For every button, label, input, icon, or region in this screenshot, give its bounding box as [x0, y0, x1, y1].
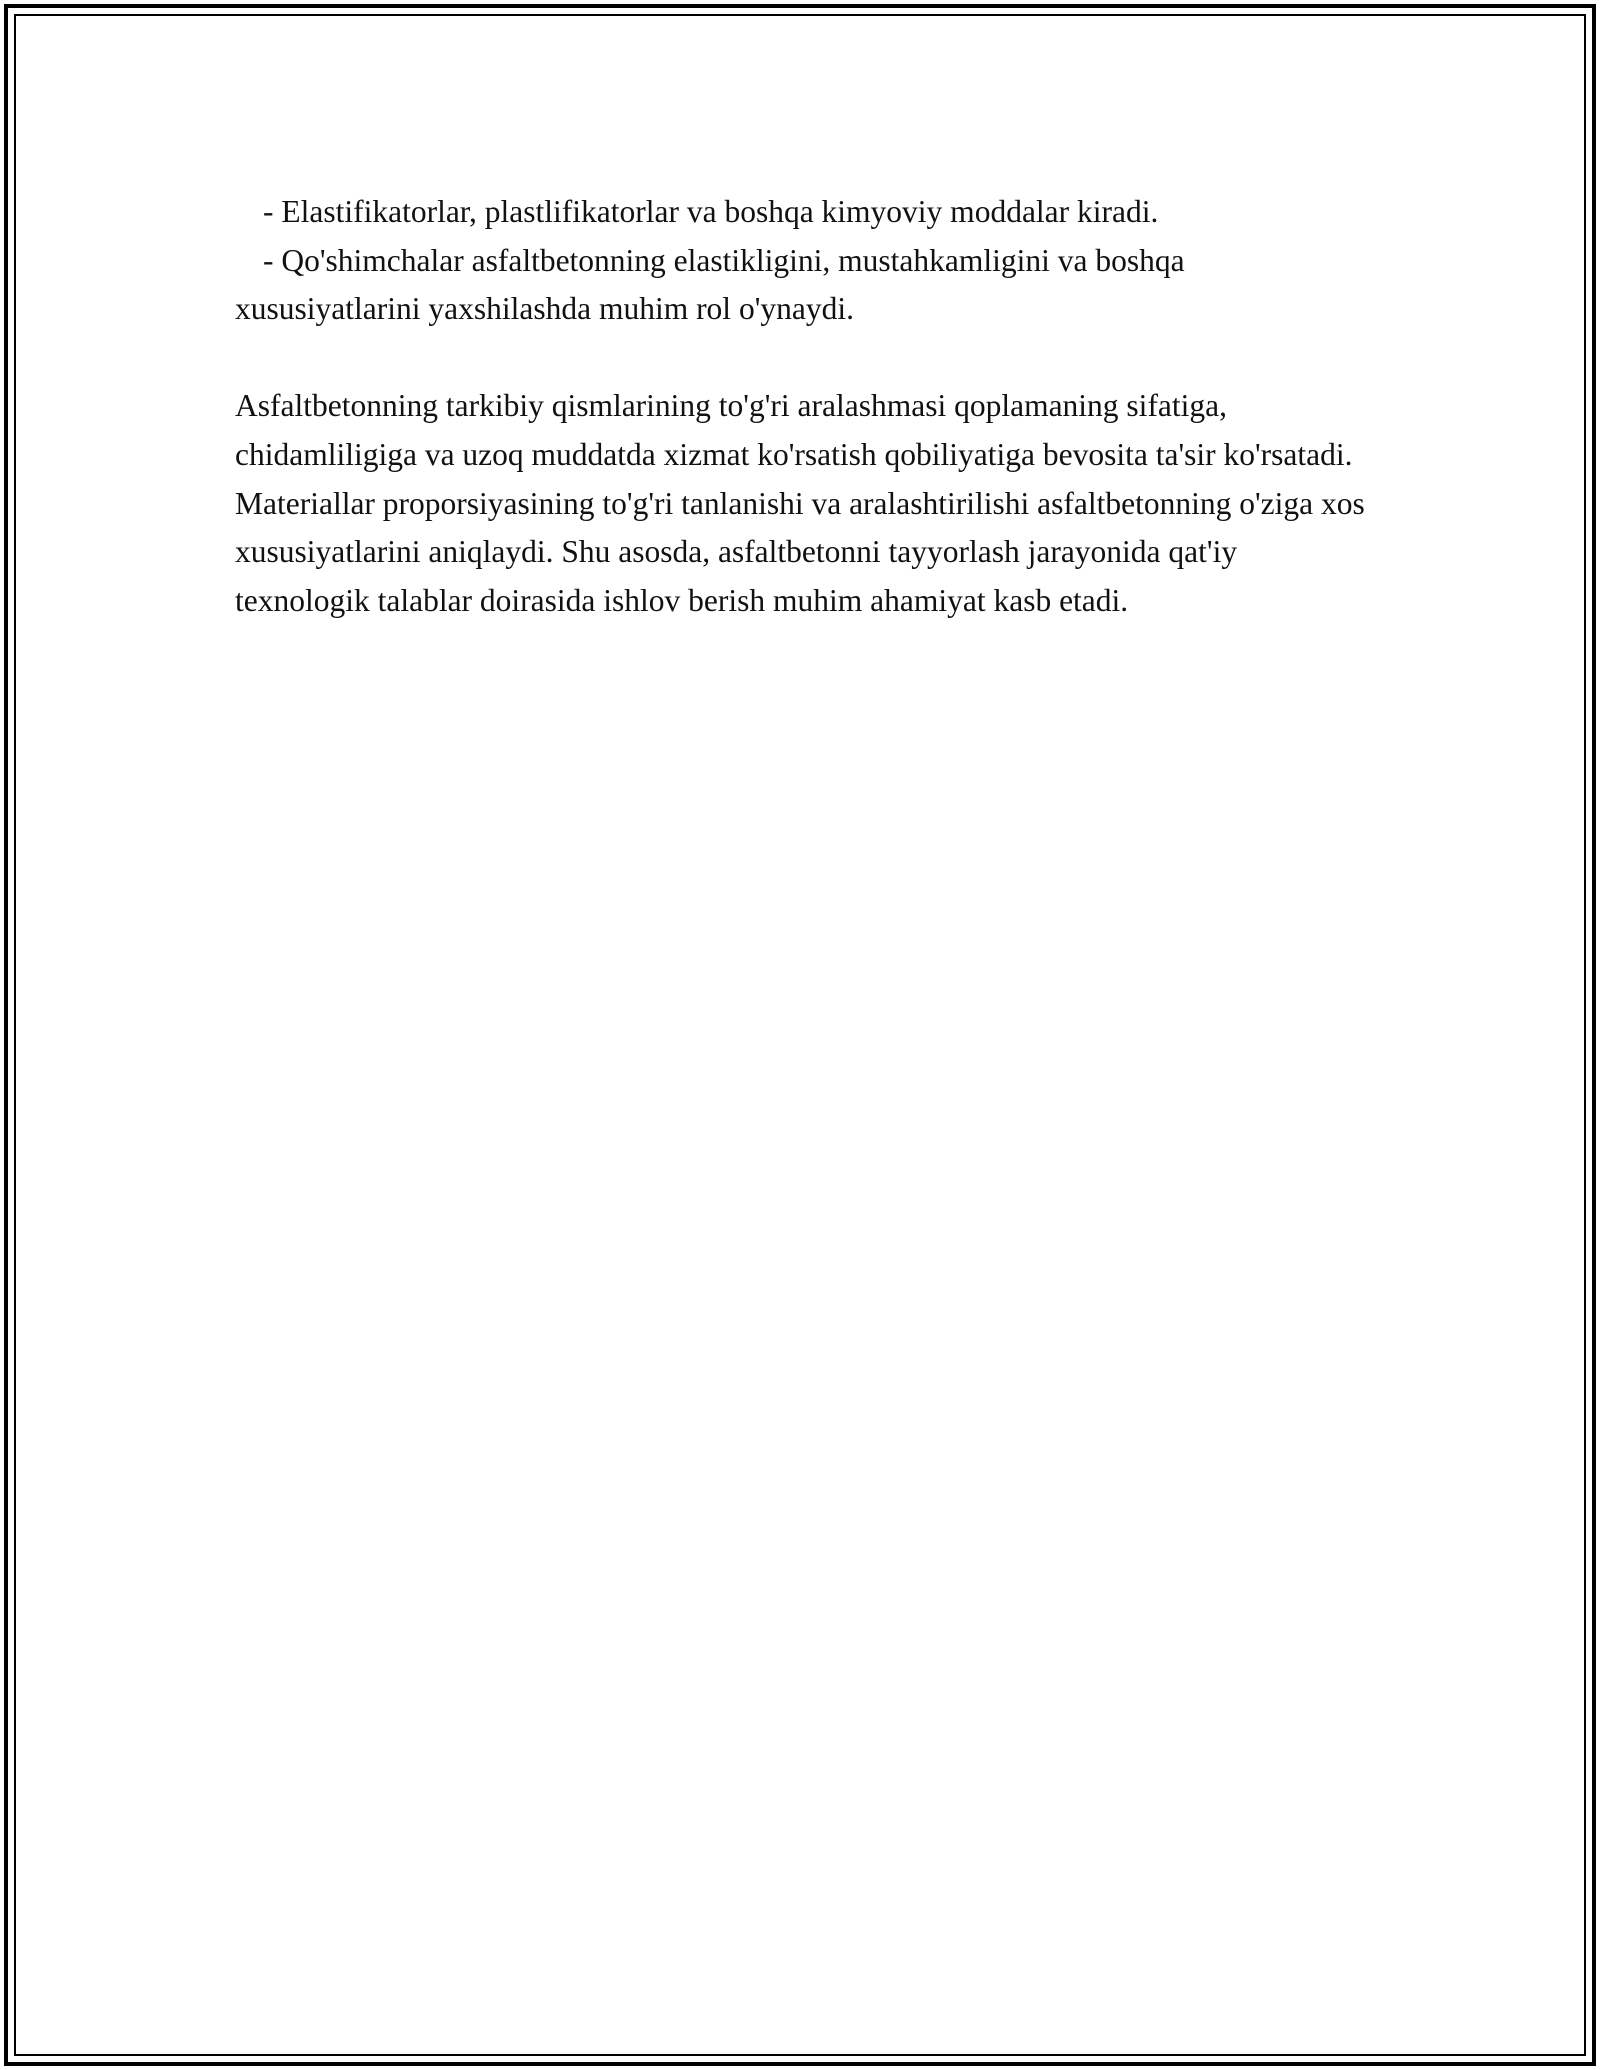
list-item-text: - Qo'shimchalar asfaltbetonning elastikligini, mustahkamligini va boshqa xususiyatlarini yaxshilashda muhim rol o'ynaydi.	[235, 242, 1185, 327]
list-item	[235, 188, 1365, 237]
paragraph-spacer	[235, 334, 1365, 383]
body-paragraph: Asfaltbetonning tarkibiy qismlarining to'g'ri aralashmasi qoplamaning sifatiga, chidamliligiga va uzoq muddatda xizmat ko'rsatish qobiliyatiga bevosita ta'sir ko'rsatadi. Materiallar proporsiyasining to'g'ri tanlanishi va aralashtirilishi asfaltbetonning o'ziga xos xususiyatlarini aniqlaydi. Shu asosda, asfaltbetonni tayyorlash jarayonida qat'iy texnologik talablar doirasida ishlov berish muhim ahamiyat kasb etadi.	[235, 388, 1365, 618]
document-body	[235, 188, 1365, 625]
list-item-text: - Elastifikatorlar, plastlifikatorlar va boshqa kimyoviy moddalar kiradi.	[263, 194, 1159, 229]
list-item	[235, 237, 1365, 334]
